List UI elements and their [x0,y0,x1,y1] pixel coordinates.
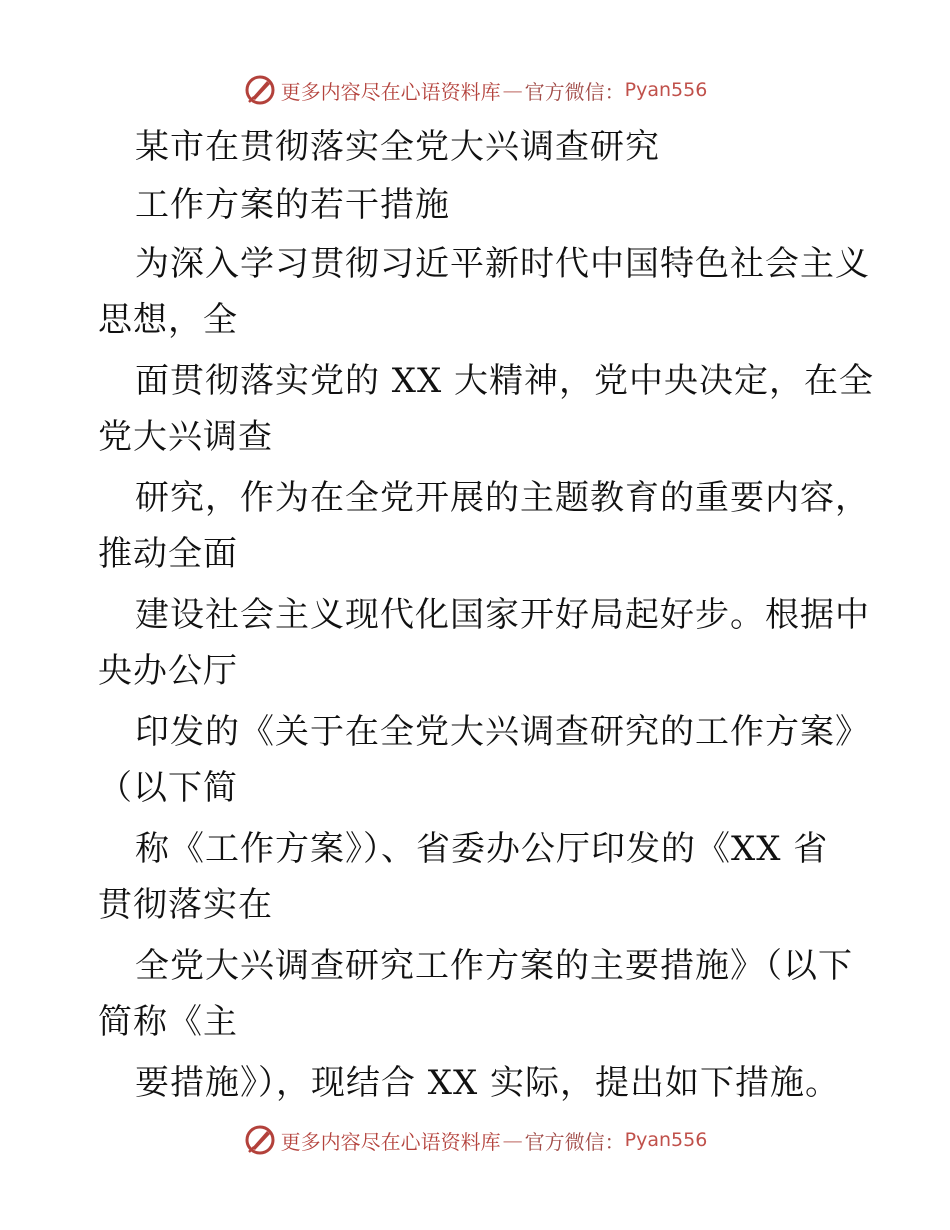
watermark-text: 更多内容尽在心语资料库 [280,1129,501,1154]
paragraph-line: 全党大兴调查研究工作方案的主要措施》（以下 [135,946,853,986]
footer-watermark [0,1120,950,1160]
document-title-line-1: 某市在贯彻落实全党大兴调查研究 [135,127,660,167]
paragraph-line: 央办公厅 [98,651,238,691]
paragraph-line: 为深入学习贯彻习近平新时代中国特色社会主义 [135,244,870,284]
watermark-dash: — [502,1128,523,1152]
watermark-label: 官方微信： [524,79,625,104]
watermark-wechat-id: Pyan556 [624,79,708,101]
watermark-wechat-id: Pyan556 [624,1129,708,1151]
header-watermark [0,70,950,110]
paragraph-line: 党大兴调查 [98,417,273,457]
paragraph-line: 推动全面 [98,534,238,574]
paragraph-line: 印发的《关于在全党大兴调查研究的工作方案》 [135,712,870,752]
watermark-label: 官方微信： [524,1129,625,1154]
paragraph-line: 建设社会主义现代化国家开好局起好步。根据中 [135,595,870,635]
watermark-dash: — [502,78,523,102]
watermark-text: 更多内容尽在心语资料库 [280,79,501,104]
quill-logo-icon [243,1123,277,1157]
paragraph-line: （以下简 [98,768,238,808]
paragraph-line: 贯彻落实在 [98,885,273,925]
paragraph-line: 称《工作方案》）、省委办公厅印发的《XX 省 [135,829,829,869]
document-title-line-2: 工作方案的若干措施 [135,185,450,225]
paragraph-line: 要措施》），现结合 XX 实际，提出如下措施。 [135,1063,841,1103]
paragraph-line: 简称《主 [98,1002,238,1042]
quill-logo-icon [243,73,277,107]
paragraph-line: 面贯彻落实党的 XX 大精神，党中央决定，在全 [135,361,875,401]
paragraph-line: 思想，全 [98,300,238,340]
paragraph-line: 研究，作为在全党开展的主题教育的重要内容， [135,478,870,518]
